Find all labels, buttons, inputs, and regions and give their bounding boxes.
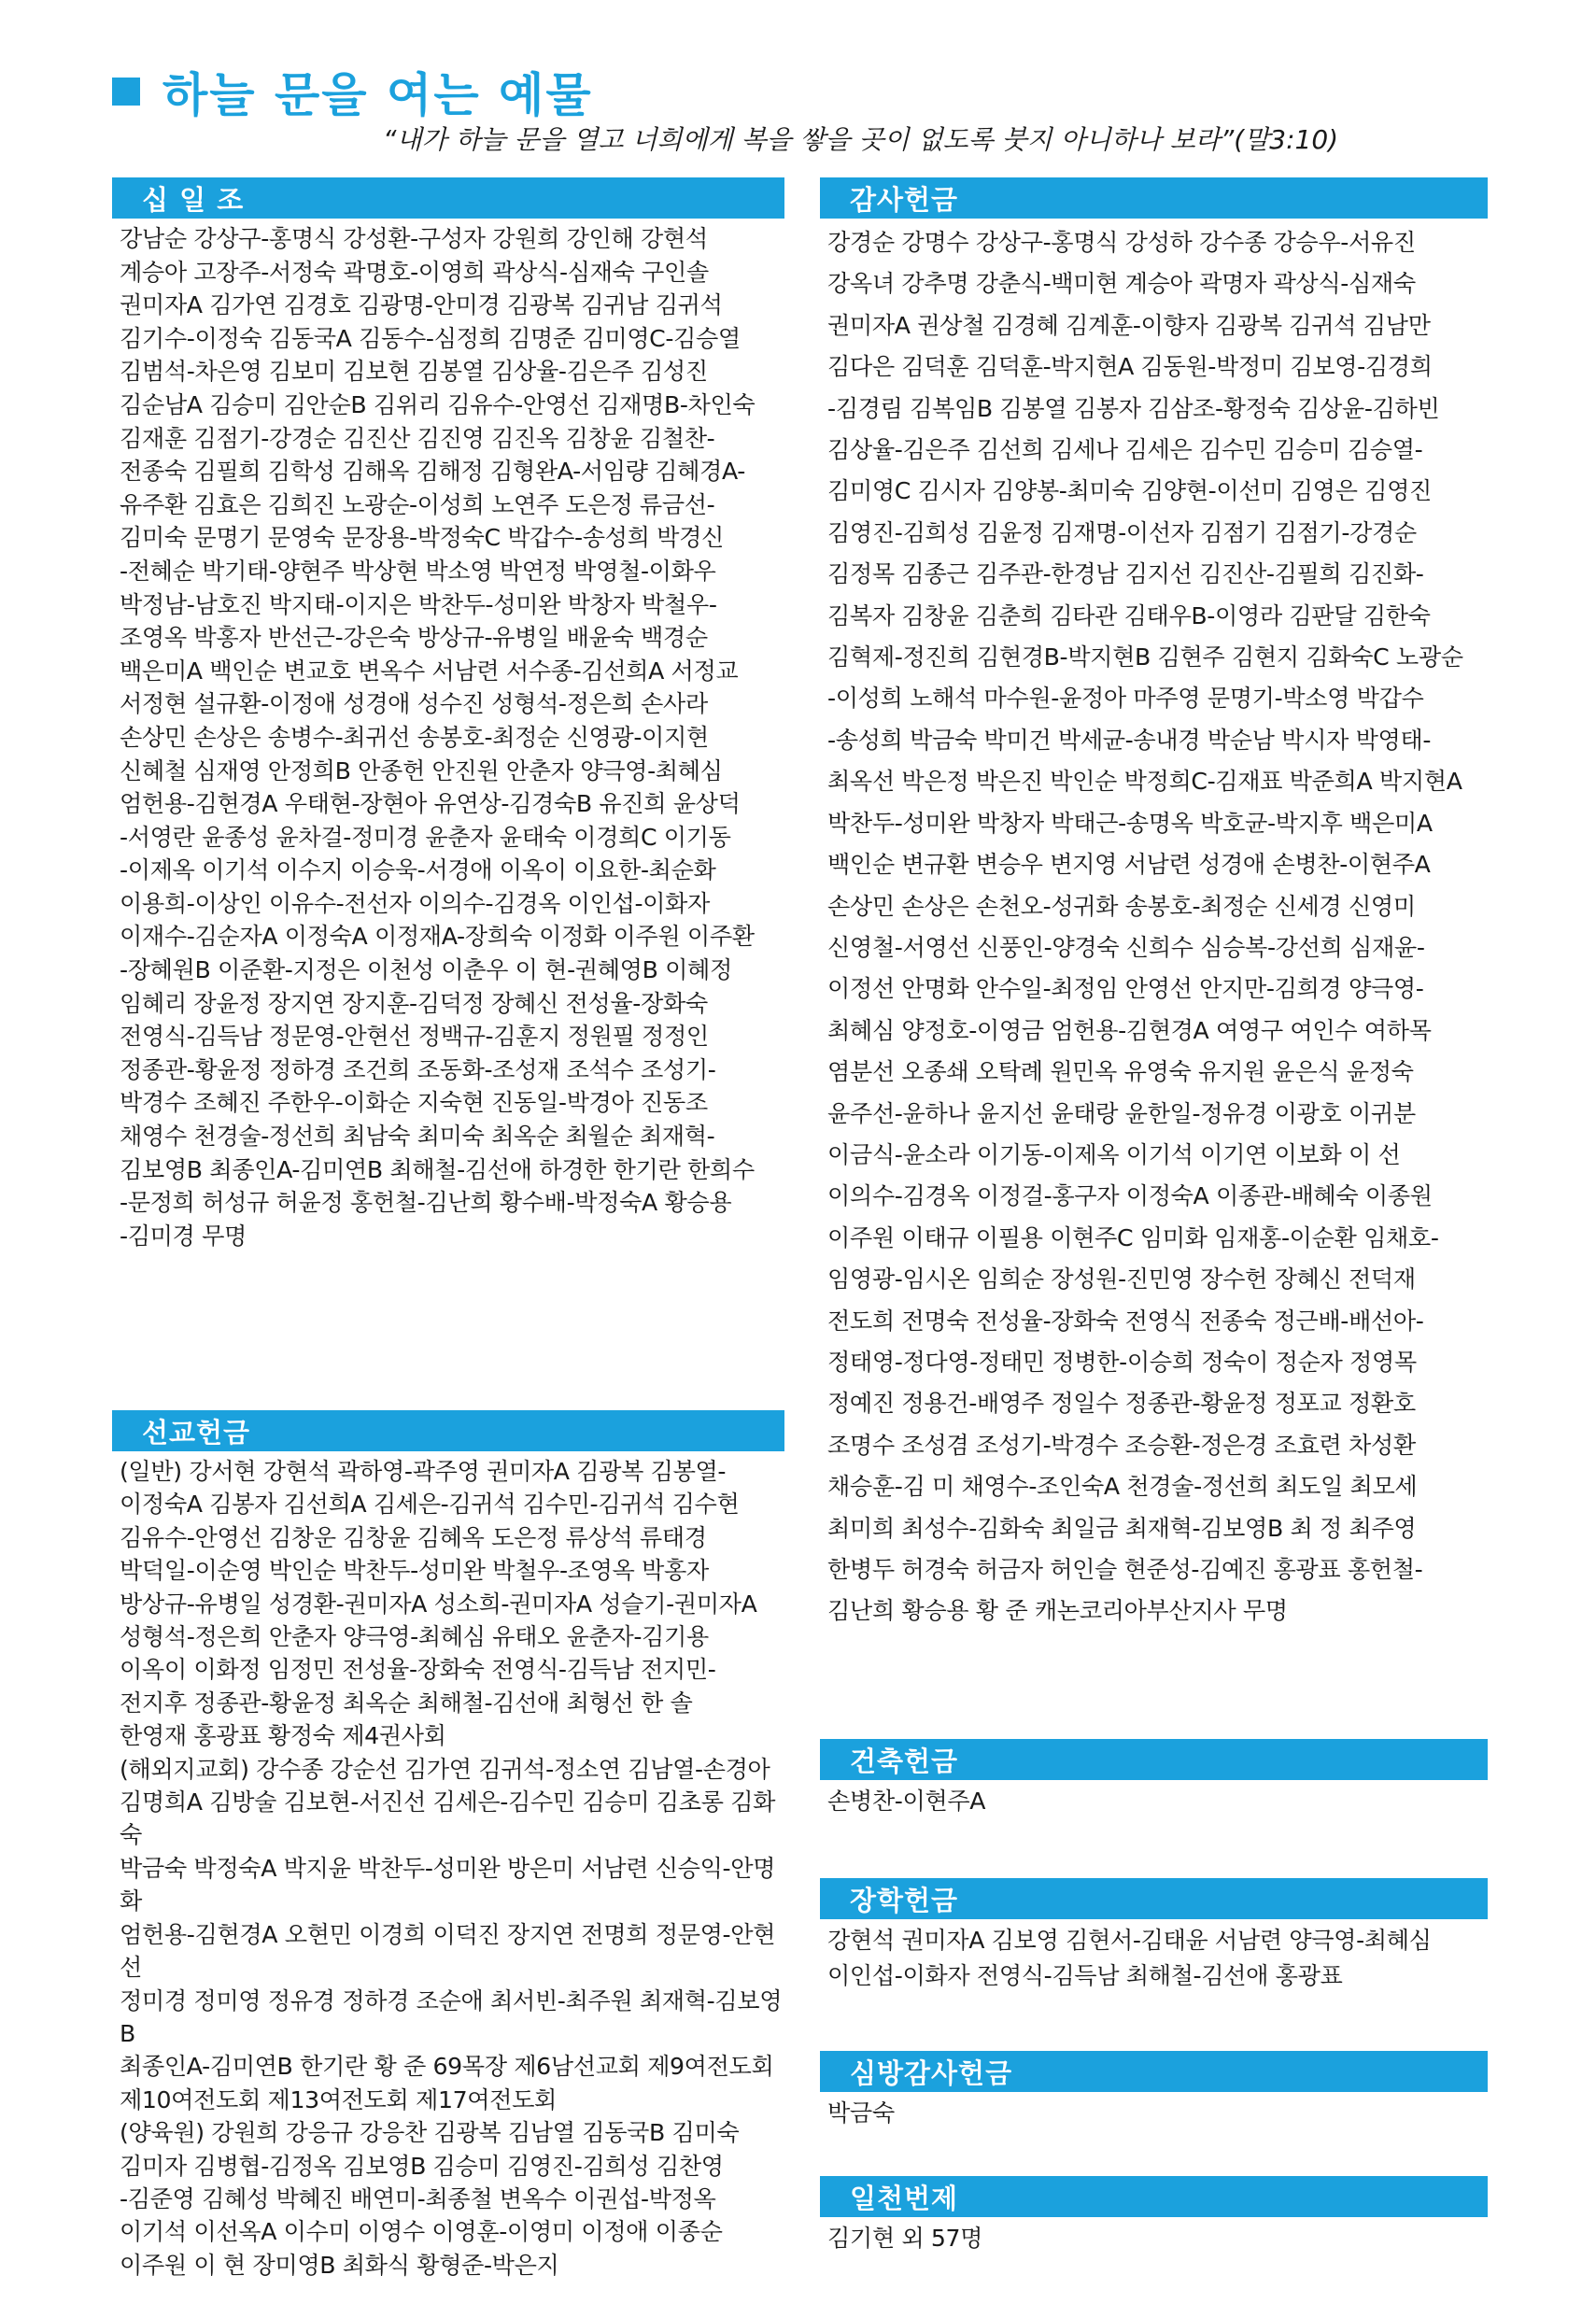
ilcheon-heading: 일천번제 [820,2176,1488,2217]
mission-general-names: 강서현 강현석 곽하영-곽주영 권미자A 김광복 김봉열- 이정숙A 김봉자 김선희A 김세은-김귀석 김수민-김귀석 김수현 김유수-안영선 김창운 김창윤 김혜옥 도은정 류상석 류태경 박덕일-이순영 박인순 박찬두-성미완 박철우-조영옥 박홍자 방상규-유병일 성경환-권미자A 성소희-권미자A 성슬기-권미자A 성형석-정은희 안춘자 양극영-최혜심 유태오 윤춘자-김기용 이옥이 이화정 임정민 전성율-장화숙 전영식-김득남 전지민- 전지후 정종관-황윤정 최옥순 최해철-김선애 최형선 한 솔 한영재 홍광표 황정숙 제4권사회 [120,1458,757,1750]
title-row [112,58,1494,125]
building-section [820,1739,1488,1819]
title-bullet-icon [112,78,140,106]
scholarship-heading: 장학헌금 [820,1878,1488,1919]
mission-nurture-label: (양육원) [120,2119,205,2147]
tithe-heading: 십 일 조 [112,177,784,219]
scripture-verse: “내가 하늘 문을 열고 너희에게 복을 쌓을 곳이 없도록 붓지 아니하나 보라”(말3:10) [383,124,1339,155]
mission-nurture-names: 강원희 강응규 강응찬 김광복 김남열 김동국B 김미숙 김미자 김병협-김정옥 김보영B 김승미 김영진-김희성 김찬영 -김준영 김혜성 박혜진 배연미-최종철 변옥수 이권섭-박정옥 이기석 이선옥A 이수미 이영수 이영훈-이영미 이정애 이종순 이주원 이 현 장미영B 최화식 황형준-박은지 [120,2119,740,2279]
building-heading: 건축헌금 [820,1739,1488,1780]
visit-thanks-heading: 심방감사헌금 [820,2051,1488,2092]
thanks-heading: 감사헌금 [820,177,1488,219]
thanks-names: 강경순 강명수 강상구-홍명식 강성하 강수종 강승우-서유진 강옥녀 강추명 강춘식-백미현 계승아 곽명자 곽상식-심재숙 권미자A 권상철 김경혜 김계훈-이향자 김광복 김귀석 김남만 김다은 김덕훈 김덕훈-박지현A 김동원-박정미 김보영-김경희 -김경림 김복임B 김봉열 김봉자 김삼조-황정숙 김상윤-김하빈 김상율-김은주 김선희 김세나 김세은 김수민 김승미 김승열- 김미영C 김시자 김양봉-최미숙 김양현-이선미 김영은 김영진 김영진-김희성 김윤정 김재명-이선자 김점기 김점기-강경순 김정목 김종근 김주관-한경남 김지선 김진산-김필희 김진화- 김복자 김창윤 김춘희 김타관 김태우B-이영라 김판달 김한숙 김혁제-정진희 김현경B-박지현B 김현주 김현지 김화숙C 노광순 -이성희 노해석 마수원-윤정아 마주영 문명기-박소영 박갑수 -송성희 박금숙 박미건 박세균-송내경 박순남 박시자 박영태- 최옥선 박은정 박은진 박인순 박정희C-김재표 박준희A 박지현A 박찬두-성미완 박창자 박태근-송명옥 박호균-박지후 백은미A 백인순 변규환 변승우 변지영 서남련 성경애 손병찬-이현주A 손상민 손상은 손천오-성귀화 송봉호-최정순 신세경 신영미 신영철-서영선 신풍인-양경숙 신희수 심승복-강선희 심재윤- 이정선 안명화 안수일-최정임 안영선 안지만-김희경 양극영- 최혜심 양정호-이영금 엄헌용-김현경A 여영구 여인수 여하목 염분선 오종쇄 오탁례 원민옥 유영숙 유지원 윤은식 윤정숙 윤주선-윤하나 윤지선 윤태랑 윤한일-정유경 이광호 이귀분 이금식-윤소라 이기동-이제옥 이기석 이기연 이보화 이 선 이의수-김경옥 이정걸-홍구자 이정숙A 이종관-배혜숙 이종원 이주원 이태규 이필용 이현주C 임미화 임재홍-이순환 임채호- 임영광-임시온 임희순 장성원-진민영 장수헌 장혜신 전덕재 전도희 전명숙 전성율-장화숙 전영식 전종숙 정근배-배선아- 정태영-정다영-정태민 정병한-이승희 정숙이 정순자 정영목 정예진 정용건-배영주 정일수 정종관-황윤정 정포교 정환호 조명수 조성겸 조성기-박경수 조승환-정은경 조효련 차성환 채승훈-김 미 채영수-조인숙A 천경술-정선희 최도일 최모세 최미희 최성수-김화숙 최일금 최재혁-김보영B 최 정 최주영 한병두 허경숙 허금자 허인슬 현준성-김예진 홍광표 홍헌철- 김난희 황승용 황 준 캐논코리아부산지사 무명 [827,229,1463,1625]
mission-general-label: (일반) [120,1458,182,1485]
building-names: 손병찬-이현주A [827,1788,986,1815]
page-title: 하늘 문을 여는 예물 [162,68,593,122]
visit-thanks-section [820,2051,1488,2131]
mission-section [112,1410,784,2282]
tithe-section [112,177,784,1252]
mission-overseas-names: 강수종 강순선 김가연 김귀석-정소연 김남열-손경아 김명희A 김방술 김보현-서진선 김세은-김수민 김승미 김초롱 김화숙 박금숙 박정숙A 박지윤 박찬두-성미완 방은미 서남련 신승익-안명화 엄헌용-김현경A 오현민 이경희 이덕진 장지연 전명희 정문영-안현선 정미경 정미영 정유경 정하경 조순애 최서빈-최주원 최재혁-김보영B 최종인A-김미연B 한기란 황 준 69목장 제6남선교회 제9여전도회 제10여전도회 제13여전도회 제17여전도회 [120,1755,783,2113]
ilcheon-section [820,2176,1488,2256]
scholarship-names: 강현석 권미자A 김보영 김현서-김태윤 서남련 양극영-최혜심 이인섭-이화자 전영식-김득남 최해철-김선애 홍광표 [827,1927,1432,1989]
page-header [112,58,1494,155]
scholarship-section [820,1878,1488,1994]
mission-overseas-label: (해외지교회) [120,1755,249,1783]
visit-thanks-names: 박금숙 [827,2099,895,2127]
tithe-names: 강남순 강상구-홍명식 강성환-구성자 강원희 강인해 강현석 계승아 고장주-서정숙 곽명호-이영희 곽상식-심재숙 구인솔 권미자A 김가연 김경호 김광명-안미경 김광복 김귀남 김귀석 김기수-이정숙 김동국A 김동수-심정희 김명준 김미영C-김승열 김범석-차은영 김보미 김보현 김봉열 김상율-김은주 김성진 김순남A 김승미 김안순B 김위리 김유수-안영선 김재명B-차인숙 김재훈 김점기-강경순 김진산 김진영 김진옥 김창윤 김철찬- 전종숙 김필희 김학성 김해옥 김해정 김형완A-서임량 김혜경A- 유주환 김효은 김희진 노광순-이성희 노연주 도은정 류금선- 김미숙 문명기 문영숙 문장용-박정숙C 박갑수-송성희 박경신 -전혜순 박기태-양현주 박상현 박소영 박연정 박영철-이화우 박정남-남호진 박지태-이지은 박찬두-성미완 박창자 박철우- 조영옥 박홍자 반선근-강은숙 방상규-유병일 배윤숙 백경순 백은미A 백인순 변교호 변옥수 서남련 서수종-김선희A 서정교 서정현 설규환-이정애 성경애 성수진 성형석-정은희 손사라 손상민 손상은 송병수-최귀선 송봉호-최정순 신영광-이지현 신혜철 심재영 안정희B 안종헌 안진원 안춘자 양극영-최혜심 엄헌용-김현경A 우태현-장현아 유연상-김경숙B 유진희 윤상덕 -서영란 윤종성 윤차걸-정미경 윤춘자 윤태숙 이경희C 이기동 -이제옥 이기석 이수지 이승욱-서경애 이옥이 이요한-최순화 이용희-이상인 이유수-전선자 이의수-김경옥 이인섭-이화자 이재수-김순자A 이정숙A 이정재A-장희숙 이정화 이주원 이주환 -장혜원B 이준환-지정은 이천성 이춘우 이 현-권혜영B 이혜정 임혜리 장윤정 장지연 장지훈-김덕정 장혜신 전성율-장화숙 전영식-김득남 정문영-안현선 정백규-김훈지 정원필 정정인 정종관-황윤정 정하경 조건희 조동화-조성재 조석수 조성기- 박경수 조혜진 주한우-이화순 지숙현 진동일-박경아 진동조 채영수 천경술-정선희 최남숙 최미숙 최옥순 최월순 최재혁- 김보영B 최종인A-김미연B 최해철-김선애 하경한 한기란 한희수 -문정희 허성규 허윤정 홍헌철-김난희 황수배-박정숙A 황승용 -김미경 무명 [120,225,756,1250]
mission-body [112,1451,784,2282]
mission-heading: 선교헌금 [112,1410,784,1451]
thanks-section [820,177,1488,1632]
ilcheon-names: 김기현 외 57명 [827,2225,983,2252]
